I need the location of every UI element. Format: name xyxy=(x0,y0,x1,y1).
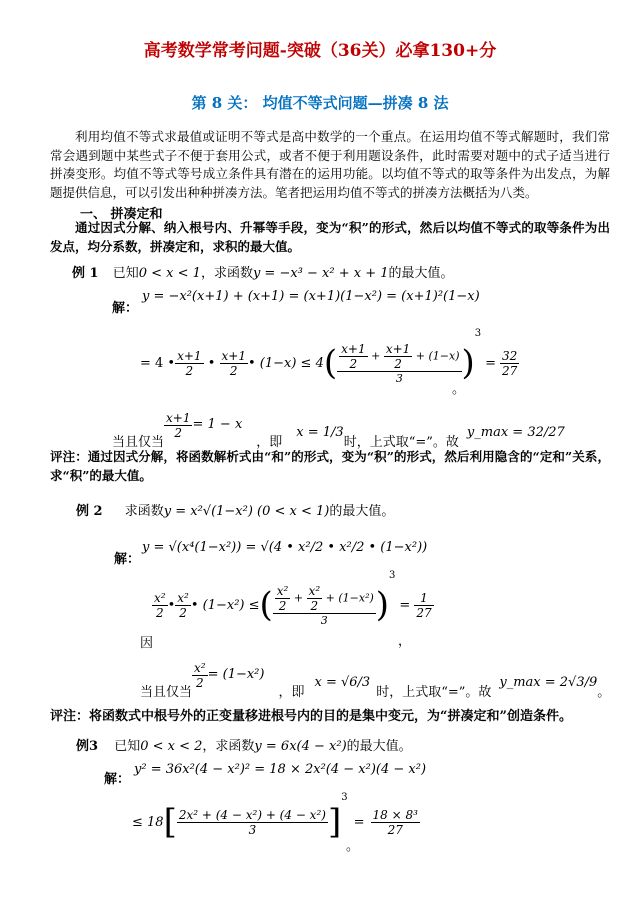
example1-stem xyxy=(72,262,454,281)
example2-equality-line xyxy=(140,658,610,700)
when-b: ，即 xyxy=(278,685,305,700)
example3-stem xyxy=(76,735,412,754)
example2-comment: 评注：将函数式中根号外的正变量移进根号内的目的是集中变元，为“拼凑定和”创造条件。 xyxy=(50,709,572,724)
example3-label: 例3 xyxy=(76,739,99,754)
dot-operator: • xyxy=(167,597,176,613)
example3-function: y = 6x(4 − x²) xyxy=(254,739,347,754)
example1-condition: 0 < x < 1 xyxy=(138,266,201,281)
y-max: y_max = 32/27 xyxy=(466,425,565,440)
period: 。 xyxy=(597,685,611,700)
fraction: $\frac{x+1}{2}$ + $\frac{x+1}{2}$ + (1−x) 3 xyxy=(337,342,461,385)
dot-operator: • xyxy=(203,355,220,371)
example2-line1: y = √(x⁴(1−x²)) = √(4 • x²/2 • x²/2 • (1−x²)) xyxy=(142,540,428,555)
example3-line1: y² = 36x²(4 − x²)² = 18 × 2x²(4 − x²)(4 − x²) xyxy=(134,762,427,777)
example3-stem-c: 的最大值。 xyxy=(346,739,412,754)
example1-equality-line xyxy=(112,408,565,450)
example3-period: 。 xyxy=(346,839,360,854)
example2-result: $\frac{1}{27}$ xyxy=(416,590,432,620)
example1-stem-c: 的最大值。 xyxy=(388,266,454,281)
dot-term: • (1−x²) ≤ xyxy=(190,597,260,613)
example1-line2-mid: • (1−x) ≤ 4 xyxy=(247,355,324,371)
y-max: y_max = 2√3/9 xyxy=(499,675,598,690)
leq-18: ≤ 18 xyxy=(132,814,164,830)
example1-line2-prefix: = 4 • xyxy=(140,355,176,371)
equals-sign: = xyxy=(399,597,411,613)
example1-label: 例 1 xyxy=(72,266,99,281)
example2-stem xyxy=(76,500,394,519)
example1-period: 。 xyxy=(452,382,466,397)
when-a: 当且仅当 xyxy=(112,435,165,450)
example3-line2: ≤ 18 [ $\frac{\text{2x² + (4 − x²) + (4 − x²)}}{3}$ ] $^3$ = $\frac{\text{18 × 8³}}{27}$ xyxy=(132,792,418,842)
example1-line1: y = −x²(x+1) + (x+1) = (x+1)(1−x²) = (x+1)²(1−x) xyxy=(142,289,480,304)
right-paren: ) xyxy=(461,343,475,383)
example1-stem-a: 已知 xyxy=(112,266,139,281)
example2-stem-b: 的最大值。 xyxy=(329,504,395,519)
page-title: 高考数学常考问题-突破（36关）必拿130+分 xyxy=(143,41,497,61)
fraction: $\frac{x+1}{2}$ xyxy=(221,348,246,378)
example2-yin: 因 xyxy=(140,636,154,651)
fraction: $\frac{x+1}{2}$ xyxy=(177,348,202,378)
right-bracket: ] xyxy=(327,802,342,842)
when-a: 当且仅当 xyxy=(140,685,193,700)
equals-sign: = xyxy=(353,814,365,830)
section1-heading: 一、 拼凑定和 xyxy=(80,207,163,222)
example2-solution-label: 解： xyxy=(114,552,141,567)
example1-function: y = −x³ − x² + x + 1 xyxy=(252,266,389,281)
example1-stem-b: ，求函数 xyxy=(200,266,253,281)
when-c: 时，上式取“=”。故 xyxy=(376,685,492,700)
chapter-subtitle: 第 8 关： 均值不等式问题—拼凑 8 法 xyxy=(191,94,449,112)
example1-comment: 评注：通过因式分解，将函数解析式由“和”的形式，变为“积”的形式，然后利用隐含的“定和”关系，求“积”的最大值。 xyxy=(50,449,610,483)
example2-label: 例 2 xyxy=(76,504,103,519)
example2-line2: $\frac{\text{x²}}{2}$ • $\frac{\text{x²}}{2}$ • (1−x²) ≤ ( $\frac{\text{x²}}{2}$ + $\frac{\text{x²}}{2}$ + (1−x²) 3 ) 3 = $\frac{1}{27}$ xyxy=(154,570,432,627)
left-paren: ( xyxy=(323,343,338,383)
fraction: $\frac{x+1}{2}$ xyxy=(166,411,191,440)
fraction: $\frac{\text{x²}}{2}$ xyxy=(177,590,189,620)
x-value: x = 1/3 xyxy=(296,425,344,440)
example2-stem-a: 求函数 xyxy=(124,504,164,519)
eq-cond: = (1−x²) xyxy=(207,667,265,682)
when-c: 时，上式取“=”。故 xyxy=(343,435,459,450)
example3-condition: 0 < x < 2 xyxy=(140,739,203,754)
fraction: $\frac{\text{2x² + (4 − x²) + (4 − x²)}}{3}$ xyxy=(178,807,326,837)
example3-solution-label: 解： xyxy=(104,772,131,787)
example1-solution-label: 解： xyxy=(112,301,139,316)
left-bracket: [ xyxy=(163,802,177,842)
when-b: ，即 xyxy=(256,435,283,450)
x-value: x = √6/3 xyxy=(314,675,371,690)
left-paren: ( xyxy=(259,585,273,625)
section1-description: 通过因式分解、纳入根号内、升幂等手段，变为“积”的形式，然后以均值不等式的取等条件为出发点，均分系数，拼凑定和，求积的最大值。 xyxy=(50,220,610,254)
fraction: $\frac{\text{x²}}{2}$ xyxy=(194,661,206,690)
example1-result: $\frac{32}{27}$ xyxy=(502,348,518,378)
example3-stem-b: ，求函数 xyxy=(202,739,255,754)
example1-line2: = 4 • $\frac{x+1}{2}$ • $\frac{x+1}{2}$ • (1−x) ≤ 4 ( $\frac{x+1}{2}$ + $\frac{x+1}{2}$ + (1−x) 3 ) 3 = $\frac{32}{27}$ xyxy=(140,328,518,385)
fraction: $\frac{\text{x²}}{2}$ + $\frac{\text{x²}}{2}$ + (1−x²) 3 xyxy=(273,584,376,627)
example3-stem-a: 已知 xyxy=(114,739,141,754)
eq-cond: = 1 − x xyxy=(192,417,243,432)
comma: ， xyxy=(398,634,412,649)
intro-paragraph: 利用均值不等式求最值或证明不等式是高中数学的一个重点。在运用均值不等式解题时，我们常常会遇到题中某些式子不便于套用公式，或者不便于利用题设条件，此时需要对题中的式子适当进行拼凑变形。均值不等式等号成立条件具有潜在的运用功能。以均值不等式的取等条件为出发点，为解题提供信息，可以引发出种种拼凑方法。笔者把运用均值不等式的拼凑方法概括为八类。 xyxy=(50,129,610,200)
example3-result: $\frac{\text{18 × 8³}}{27}$ xyxy=(372,807,418,837)
equals-sign: = xyxy=(485,355,497,371)
example2-function: y = x²√(1−x²) (0 < x < 1) xyxy=(163,504,330,519)
right-paren: ) xyxy=(375,585,390,625)
fraction: $\frac{\text{x²}}{2}$ xyxy=(154,590,166,620)
